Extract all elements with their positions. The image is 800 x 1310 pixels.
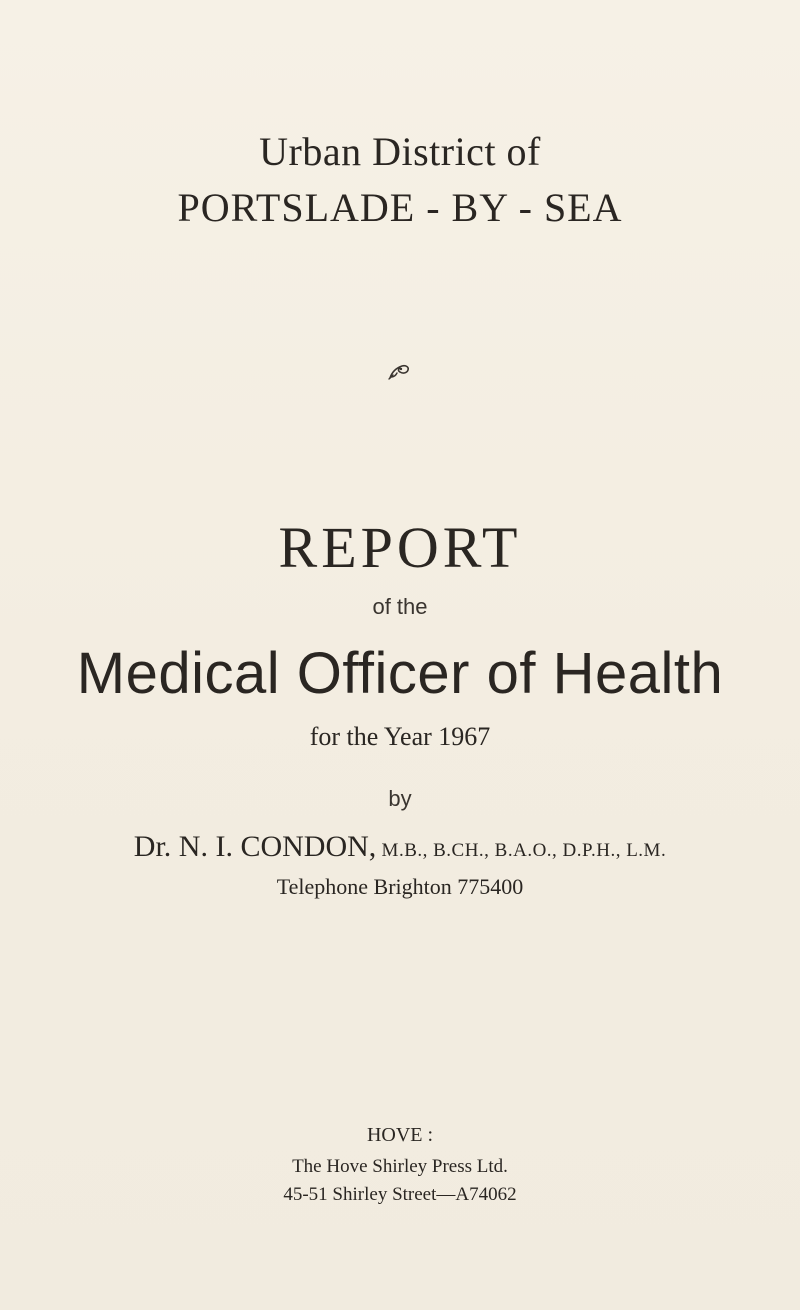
author-name: Dr. N. I. CONDON, <box>133 830 377 863</box>
telephone-line: Telephone Brighton 775400 <box>276 874 524 899</box>
publisher-place: HOVE : <box>366 1124 434 1146</box>
of-the-text: of the <box>372 594 428 619</box>
town-name: PORTSLADE - BY - SEA <box>177 185 623 230</box>
by-text: by <box>388 786 412 811</box>
report-title: REPORT <box>278 515 522 580</box>
publisher-name: The Hove Shirley Press Ltd. <box>292 1156 508 1177</box>
district-line: Urban District of <box>259 129 541 174</box>
year-line: for the Year 1967 <box>309 722 491 751</box>
author-line <box>0 830 800 864</box>
fleuron-ornament-icon <box>386 360 412 382</box>
publisher-address: 45-51 Shirley Street—A74062 <box>283 1184 517 1205</box>
office-title: Medical Officer of Health <box>76 641 724 706</box>
author-qualifications: M.B., B.CH., B.A.O., D.P.H., L.M. <box>376 840 667 861</box>
